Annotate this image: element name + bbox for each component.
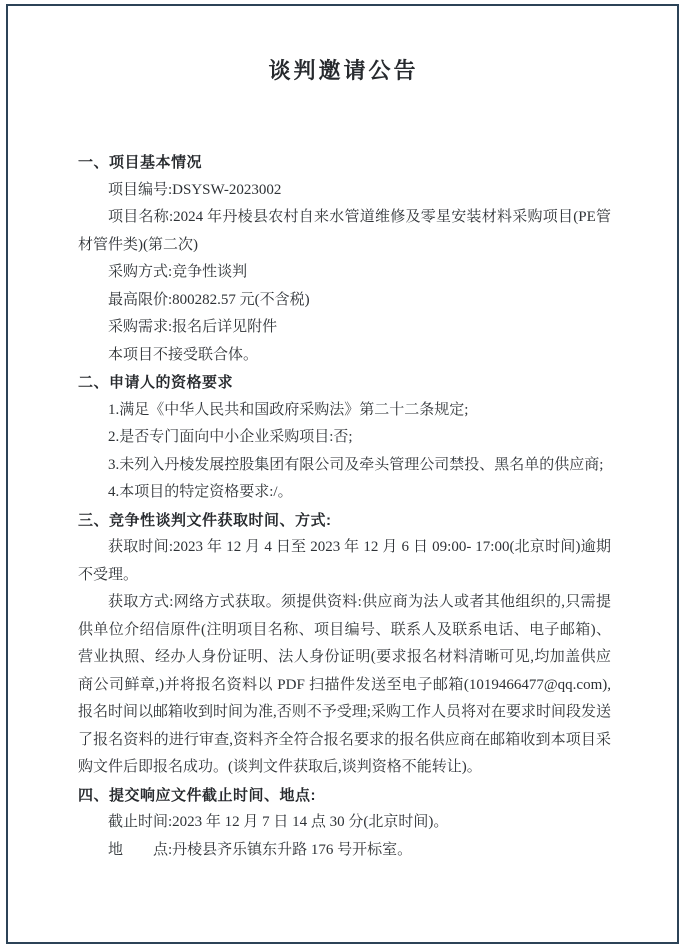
section-applicant-qualifications [78,369,611,507]
document-body [78,149,611,864]
paragraph-qualification-4: 4.本项目的特定资格要求:/。 [108,484,293,500]
section-heading: 二、申请人的资格要求 [78,374,234,391]
paragraph-deadline-time: 截止时间:2023 年 12 月 7 日 14 点 30 分(北京时间)。 [108,814,449,830]
paragraph-acquisition-time: 获取时间:2023 年 12 月 4 日至 2023 年 12 月 6 日 09:00- 17:00(北京时间)逾期不受理。 [78,539,611,583]
paragraph-qualification-2: 2.是否专门面向中小企业采购项目:否; [108,429,353,445]
paragraph-qualification-1: 1.满足《中华人民共和国政府采购法》第二十二条规定; [108,401,469,418]
paragraph-no-consortium: 本项目不接受联合体。 [108,346,259,363]
section-response-deadline [78,782,611,865]
section-heading: 四、提交响应文件截止时间、地点: [78,786,316,804]
section-project-basic-info [78,149,611,369]
section-heading: 一、项目基本情况 [78,154,203,171]
paragraph-project-name: 项目名称:2024 年丹棱县农村自来水管道维修及零星安装材料采购项目(PE管材管件类)(第二次) [78,209,611,253]
paragraph-project-number: 项目编号:DSYSW-2023002 [108,181,282,198]
section-heading: 三、竞争性谈判文件获取时间、方式: [78,511,332,529]
paragraph-max-price: 最高限价:800282.57 元(不含税) [108,291,310,308]
paragraph-procurement-method: 采购方式:竞争性谈判 [108,264,248,280]
paragraph-deadline-location: 地 点:丹棱县齐乐镇东升路 176 号开标室。 [108,841,413,858]
section-document-acquisition [78,507,611,782]
paragraph-procurement-demand: 采购需求:报名后详见附件 [108,319,278,335]
paragraph-qualification-3: 3.未列入丹棱发展控股集团有限公司及牵头管理公司禁投、黑名单的供应商; [108,456,604,473]
document-title: 谈判邀请公告 [268,58,419,83]
paragraph-acquisition-method: 获取方式:网络方式获取。须提供资料:供应商为法人或者其他组织的,只需提供单位介绍信原件(注明项目名称、项目编号、联系人及联系电话、电子邮箱)、营业执照、经办人身份证明、法人身份证明(要求报名材料清晰可见,均加盖供应商公司鲜章,)并将报名资料以 PDF 扫描件发送至电子邮箱(1019466477@qq.com),报名时间以邮箱收到时间为准,否则不予受理;采购工作人员将对在要求时间段发送了报名资料的进行审查,资料齐全符合报名要求的报名供应商在邮箱收到本项目采购文件后即报名成功。(谈判文件获取后,谈判资格不能转让)。 [78,594,611,775]
